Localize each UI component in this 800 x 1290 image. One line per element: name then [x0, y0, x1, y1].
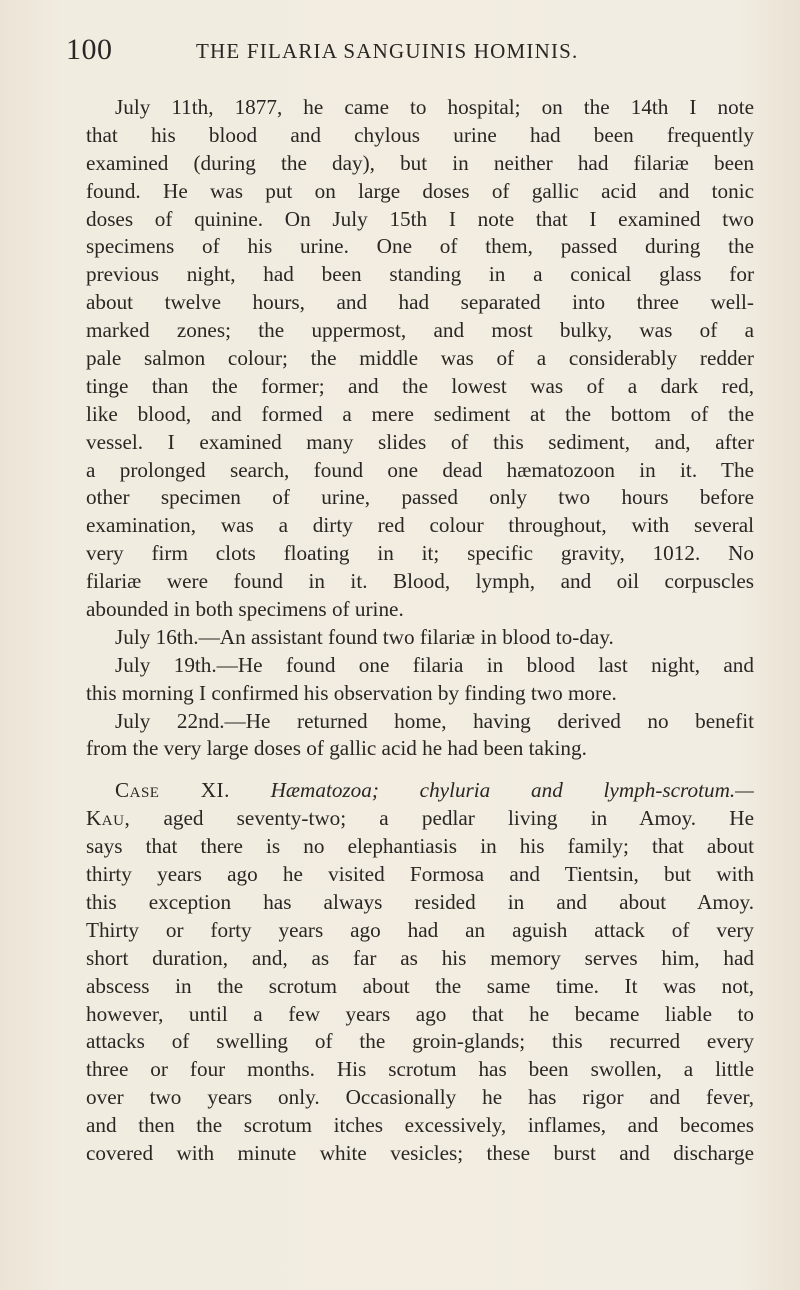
text-line: doses of quinine. On July 15th I note that I examined two [86, 206, 754, 231]
running-title: THE FILARIA SANGUINIS HOMINIS. [196, 39, 579, 63]
text-line: pale salmon colour; the middle was of a considerably redder [86, 346, 754, 371]
text-line: this morning I confirmed his observation by finding two more. [86, 680, 617, 705]
text-line: abounded in both specimens of urine. [86, 597, 404, 622]
page-header [66, 30, 756, 70]
text-line: July 11th, 1877, he came to hospital; on the 14th I note [115, 95, 754, 119]
text-line: this exception has always resided in and about Amoy. [86, 889, 754, 914]
case-text: aged seventy-two; a pedlar living in Amoy. He [163, 806, 754, 831]
text-line: however, until a few years ago that he became liable to [86, 1001, 754, 1026]
text-line: short duration, and, as far as his memory serves him, had [86, 945, 754, 970]
text-line: July 22nd.—He returned home, having derived no benefit [115, 708, 754, 733]
text-line: examination, was a dirty red colour throughout, with several [86, 513, 754, 538]
text-line: and then the scrotum itches excessively, inflames, and becomes [86, 1113, 754, 1138]
text-line: a prolonged search, found one dead hæmatozoon in it. The [86, 457, 754, 482]
text-line: about twelve hours, and had separated into three well- [86, 290, 754, 315]
text-line: found. He was put on large doses of gallic acid and tonic [86, 178, 754, 203]
text-line: July 19th.—He found one filaria in blood last night, and [115, 652, 754, 677]
text-line: attacks of swelling of the groin-glands; this recurred every [86, 1029, 754, 1054]
text-line: that his blood and chylous urine had been frequently [86, 122, 754, 147]
text-line: July 16th.—An assistant found two filariæ in blood to-day. [115, 624, 614, 649]
case-first-line [86, 805, 754, 833]
body-text [86, 94, 754, 1168]
text-line: covered with minute white vesicles; these burst and discharge [86, 1140, 754, 1165]
text-line: from the very large doses of gallic acid he had been taking. [86, 736, 587, 761]
case-label: Case XI. [115, 778, 230, 803]
patient-name: Kau, [86, 806, 131, 831]
text-line: very firm clots floating in it; specific gravity, 1012. No [86, 541, 754, 566]
case-heading-line [115, 777, 754, 805]
text-line: over two years only. Occasionally he has rigor and fever, [86, 1085, 754, 1110]
page-number: 100 [66, 33, 113, 66]
text-line: thirty years ago he visited Formosa and Tientsin, but with [86, 862, 754, 887]
text-line: previous night, had been standing in a conical glass for [86, 262, 754, 287]
text-line: other specimen of urine, passed only two hours before [86, 485, 754, 510]
text-line: specimens of his urine. One of them, passed during the [86, 234, 754, 259]
text-line: three or four months. His scrotum has been swollen, a little [86, 1057, 754, 1082]
text-line: vessel. I examined many slides of this sediment, and, after [86, 429, 754, 454]
text-line: examined (during the day), but in neither had filariæ been [86, 150, 754, 175]
text-line: abscess in the scrotum about the same time. It was not, [86, 973, 754, 998]
case-title: Hæmatozoa; chyluria and lymph-scrotum.— [270, 778, 754, 803]
text-line: marked zones; the uppermost, and most bulky, was of a [86, 318, 754, 343]
text-line: filariæ were found in it. Blood, lymph, and oil corpuscles [86, 569, 754, 594]
text-line: like blood, and formed a mere sediment at the bottom of the [86, 401, 754, 426]
text-line: tinge than the former; and the lowest was of a dark red, [86, 373, 754, 398]
text-line: Thirty or forty years ago had an aguish attack of very [86, 917, 754, 942]
paragraph-gap [86, 763, 754, 777]
text-line: says that there is no elephantiasis in his family; that about [86, 834, 754, 859]
